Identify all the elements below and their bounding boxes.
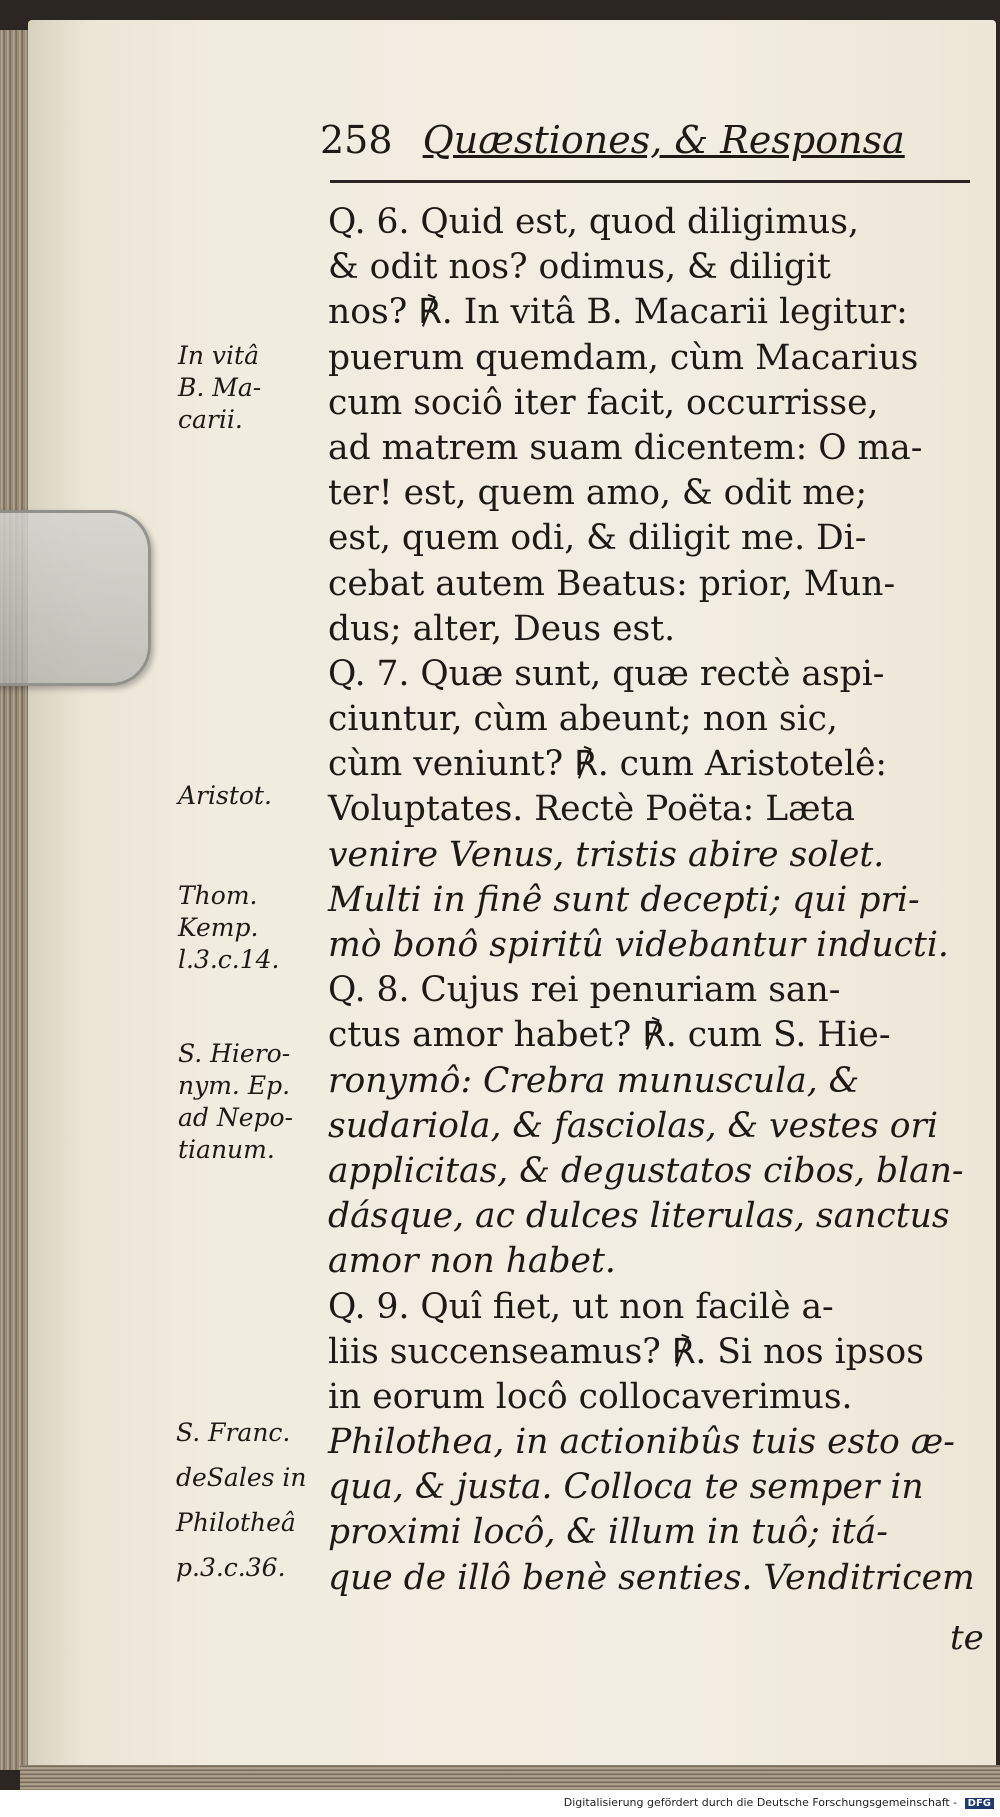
text-line: mò bonô spiritû videbantur inducti. — [328, 925, 949, 965]
margin-note-thom: Thom. Kemp. l.3.c.14. — [178, 881, 280, 974]
page-edge-bottom — [20, 1765, 1000, 1790]
text-line: qua, & justa. Colloca te semper in — [328, 1467, 924, 1508]
text-line: ctus amor habet? ℟. cum S. Hie- — [328, 1015, 891, 1056]
text-line: ter! est, quem amo, & odit me; — [328, 473, 868, 514]
text-line: Q. 8. Cujus rei penuriam san- — [328, 970, 841, 1011]
text-line: Multi in finê sunt decepti; qui pri- — [328, 879, 920, 920]
digitization-credit — [564, 1796, 994, 1809]
text-line: ciuntur, cùm abeunt; non sic, — [328, 699, 838, 740]
text-line: ad matrem suam dicentem: O ma- — [328, 427, 923, 468]
header-rule — [330, 180, 970, 183]
text-line: nos? ℟. In vitâ B. Macarii legitur: — [328, 292, 908, 333]
margin-note-macarius: In vitâ B. Ma- carii. — [178, 341, 262, 434]
body-text — [328, 200, 978, 1601]
text-line: amor non habet. — [328, 1241, 616, 1282]
text-line: que de illô benè senties. Venditricem — [328, 1557, 975, 1598]
text-line: proximi locô, & illum in tuô; itá- — [328, 1512, 888, 1553]
text-line: in eorum locô collocaverimus. — [328, 1376, 853, 1417]
margin-note-hieronym: S. Hiero- nym. Ep. ad Nepo- tianum. — [178, 1039, 294, 1164]
credit-text: Digitalisierung gefördert durch die Deutsche Forschungsgemeinschaft - — [563, 1796, 958, 1809]
running-header — [320, 118, 905, 162]
margin-note-franc: S. Franc. deSales in Philotheâ p.3.c.36. — [176, 1418, 307, 1582]
page-number: 258 — [320, 118, 393, 162]
text-line: venire Venus, tristis abire solet. — [328, 834, 885, 875]
text-line: applicitas, & degustatos cibos, blan- — [328, 1150, 964, 1191]
text-line: Q. 7. Quæ sunt, quæ rectè aspi- — [328, 653, 885, 694]
text-line: & odit nos? odimus, & diligit — [328, 247, 831, 288]
text-line: cebat autem Beatus: prior, Mun- — [328, 563, 896, 604]
text-line: est, quem odi, & diligit me. Di- — [328, 518, 867, 559]
catchword: te — [950, 1618, 984, 1658]
text-line: Q. 6. Quid est, quod diligimus, — [328, 202, 859, 242]
running-title: Quæstiones, & Responsa — [422, 118, 905, 162]
text-line: Philothea, in actionibûs tuis esto æ- — [328, 1422, 955, 1463]
text-line: dásque, ac dulces literulas, sanctus — [328, 1196, 950, 1237]
text-line: ronymô: Crebra munuscula, & — [328, 1060, 860, 1101]
dfg-logo: DFG — [965, 1798, 994, 1809]
page-clip — [0, 510, 151, 686]
text-line: cum sociô iter facit, occurrisse, — [328, 382, 879, 423]
text-line: dus; alter, Deus est. — [328, 608, 676, 649]
margin-note-aristot: Aristot. — [178, 781, 272, 810]
text-line: Voluptates. Rectè Poëta: Læta — [328, 789, 855, 830]
text-line: liis succenseamus? ℟. Si nos ipsos — [328, 1331, 924, 1372]
text-line: Q. 9. Quî fiet, ut non facilè a- — [328, 1286, 834, 1327]
text-line: puerum quemdam, cùm Macarius — [328, 337, 919, 378]
text-line: sudariola, & fasciolas, & vestes ori — [328, 1105, 939, 1146]
text-line: cùm veniunt? ℟. cum Aristotelê: — [328, 744, 888, 785]
